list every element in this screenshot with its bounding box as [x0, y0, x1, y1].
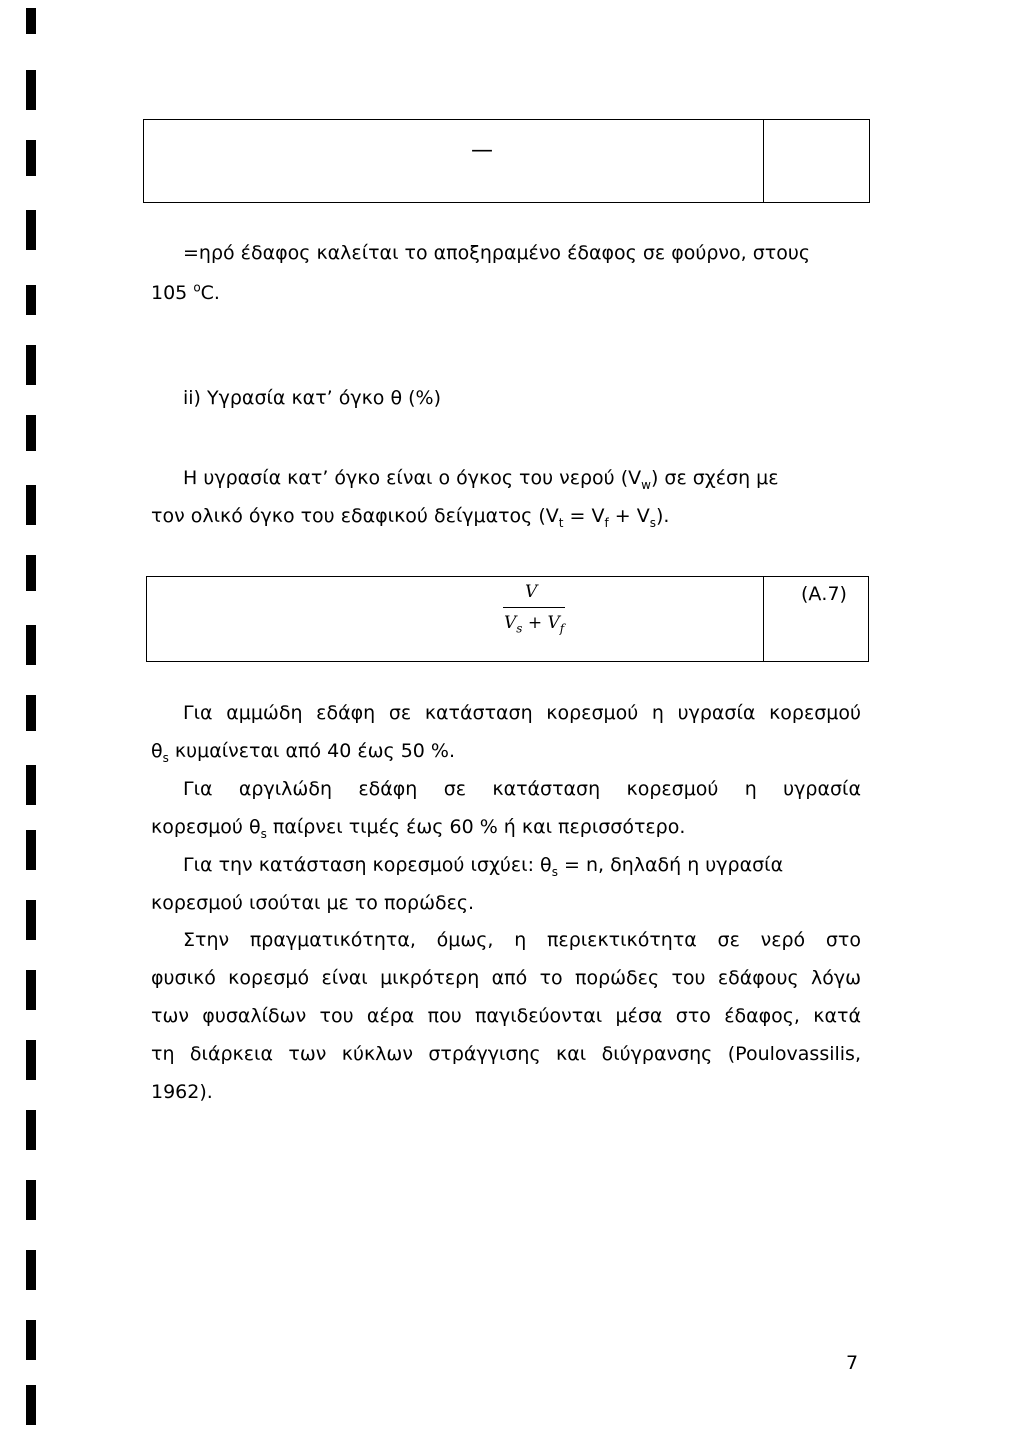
- text-run: κορεσμού θ: [151, 816, 261, 838]
- subscript: s: [516, 621, 523, 636]
- equation-numerator: V: [525, 582, 538, 602]
- equation-box-top: [143, 119, 870, 203]
- text-run: Η υγρασία κατ’ όγκο είναι ο όγκος του νερού (V: [183, 467, 642, 489]
- text-run: ) σε σχέση με: [650, 467, 779, 489]
- paragraph-dry-soil-line2: [151, 275, 220, 311]
- equation-box-a7: [146, 576, 869, 662]
- math-operator: +: [522, 613, 548, 633]
- text-run: παίρνει τιμές έως 60 % ή και περισσότερο.: [266, 816, 686, 838]
- binding-margin-marks: [26, 0, 38, 1440]
- text-run: θ: [151, 740, 163, 762]
- paragraph-clay-line1: Για αργιλώδη εδάφη σε κατάσταση κορεσμού η υγρασία: [183, 778, 861, 800]
- subscript: s: [551, 864, 558, 879]
- paragraph-reality-line5: 1962).: [151, 1081, 213, 1103]
- equation-box-divider: [763, 577, 764, 661]
- paragraph-dry-soil-line1: =ηρό έδαφος καλείται το αποξηραμένο έδαφος σε φούρνο, στους: [183, 242, 810, 264]
- equation-dash: —: [471, 138, 493, 163]
- text-run: κυμαίνεται από 40 έως 50 %.: [168, 740, 456, 762]
- subscript: w: [641, 477, 651, 492]
- math-symbol: V: [504, 613, 517, 633]
- paragraph-reality-line1: Στην πραγματικότητα, όμως, η περιεκτικότητα σε νερό στο: [183, 929, 861, 951]
- text-run: ).: [656, 505, 670, 527]
- text-run: = n, δηλαδή η υγρασία: [557, 854, 784, 876]
- fraction-bar: [503, 607, 565, 608]
- paragraph-saturation-line1: [183, 847, 861, 883]
- temperature-unit: C.: [200, 282, 220, 304]
- subscript: f: [604, 515, 609, 530]
- paragraph-saturation-line2: κορεσμού ισούται με το πορώδες.: [151, 892, 475, 914]
- text-run: + V: [608, 505, 650, 527]
- paragraph-reality-line3: των φυσαλίδων του αέρα που παγιδεύονται μέσα στο έδαφος, κατά: [151, 1005, 861, 1027]
- paragraph-sandy-line1: Για αμμώδη εδάφη σε κατάσταση κορεσμού η υγρασία κορεσμού: [183, 702, 861, 724]
- paragraph-sandy-line2: [151, 733, 455, 769]
- paragraph-volumetric-line1: [183, 460, 779, 496]
- page-number: 7: [846, 1352, 859, 1374]
- equation-box-divider: [763, 120, 764, 202]
- equation-denominator: [504, 613, 565, 636]
- paragraph-clay-line2: [151, 809, 685, 845]
- subscript: f: [559, 621, 565, 636]
- subscript: s: [649, 515, 657, 530]
- paragraph-reality-line2: φυσικό κορεσμό είναι μικρότερη από το πορώδες του εδάφους λόγω: [151, 967, 861, 989]
- subscript: s: [260, 826, 267, 841]
- section-heading: ii) Υγρασία κατ’ όγκο θ (%): [183, 387, 441, 409]
- paragraph-volumetric-line2: [151, 498, 669, 534]
- subscript: s: [162, 750, 169, 765]
- temperature-value: 105: [151, 282, 194, 304]
- subscript: t: [558, 515, 564, 530]
- paragraph-reality-line4: τη διάρκεια των κύκλων στράγγισης και διύγρανσης (Poulovassilis,: [151, 1043, 861, 1065]
- text-run: τον ολικό όγκο του εδαφικού δείγματος (V: [151, 505, 559, 527]
- degree-sign: o: [193, 280, 201, 295]
- equation-number: (Α.7): [801, 583, 847, 605]
- text-run: = V: [563, 505, 605, 527]
- math-symbol: V: [547, 613, 560, 633]
- text-run: Για την κατάσταση κορεσμού ισχύει: θ: [183, 854, 552, 876]
